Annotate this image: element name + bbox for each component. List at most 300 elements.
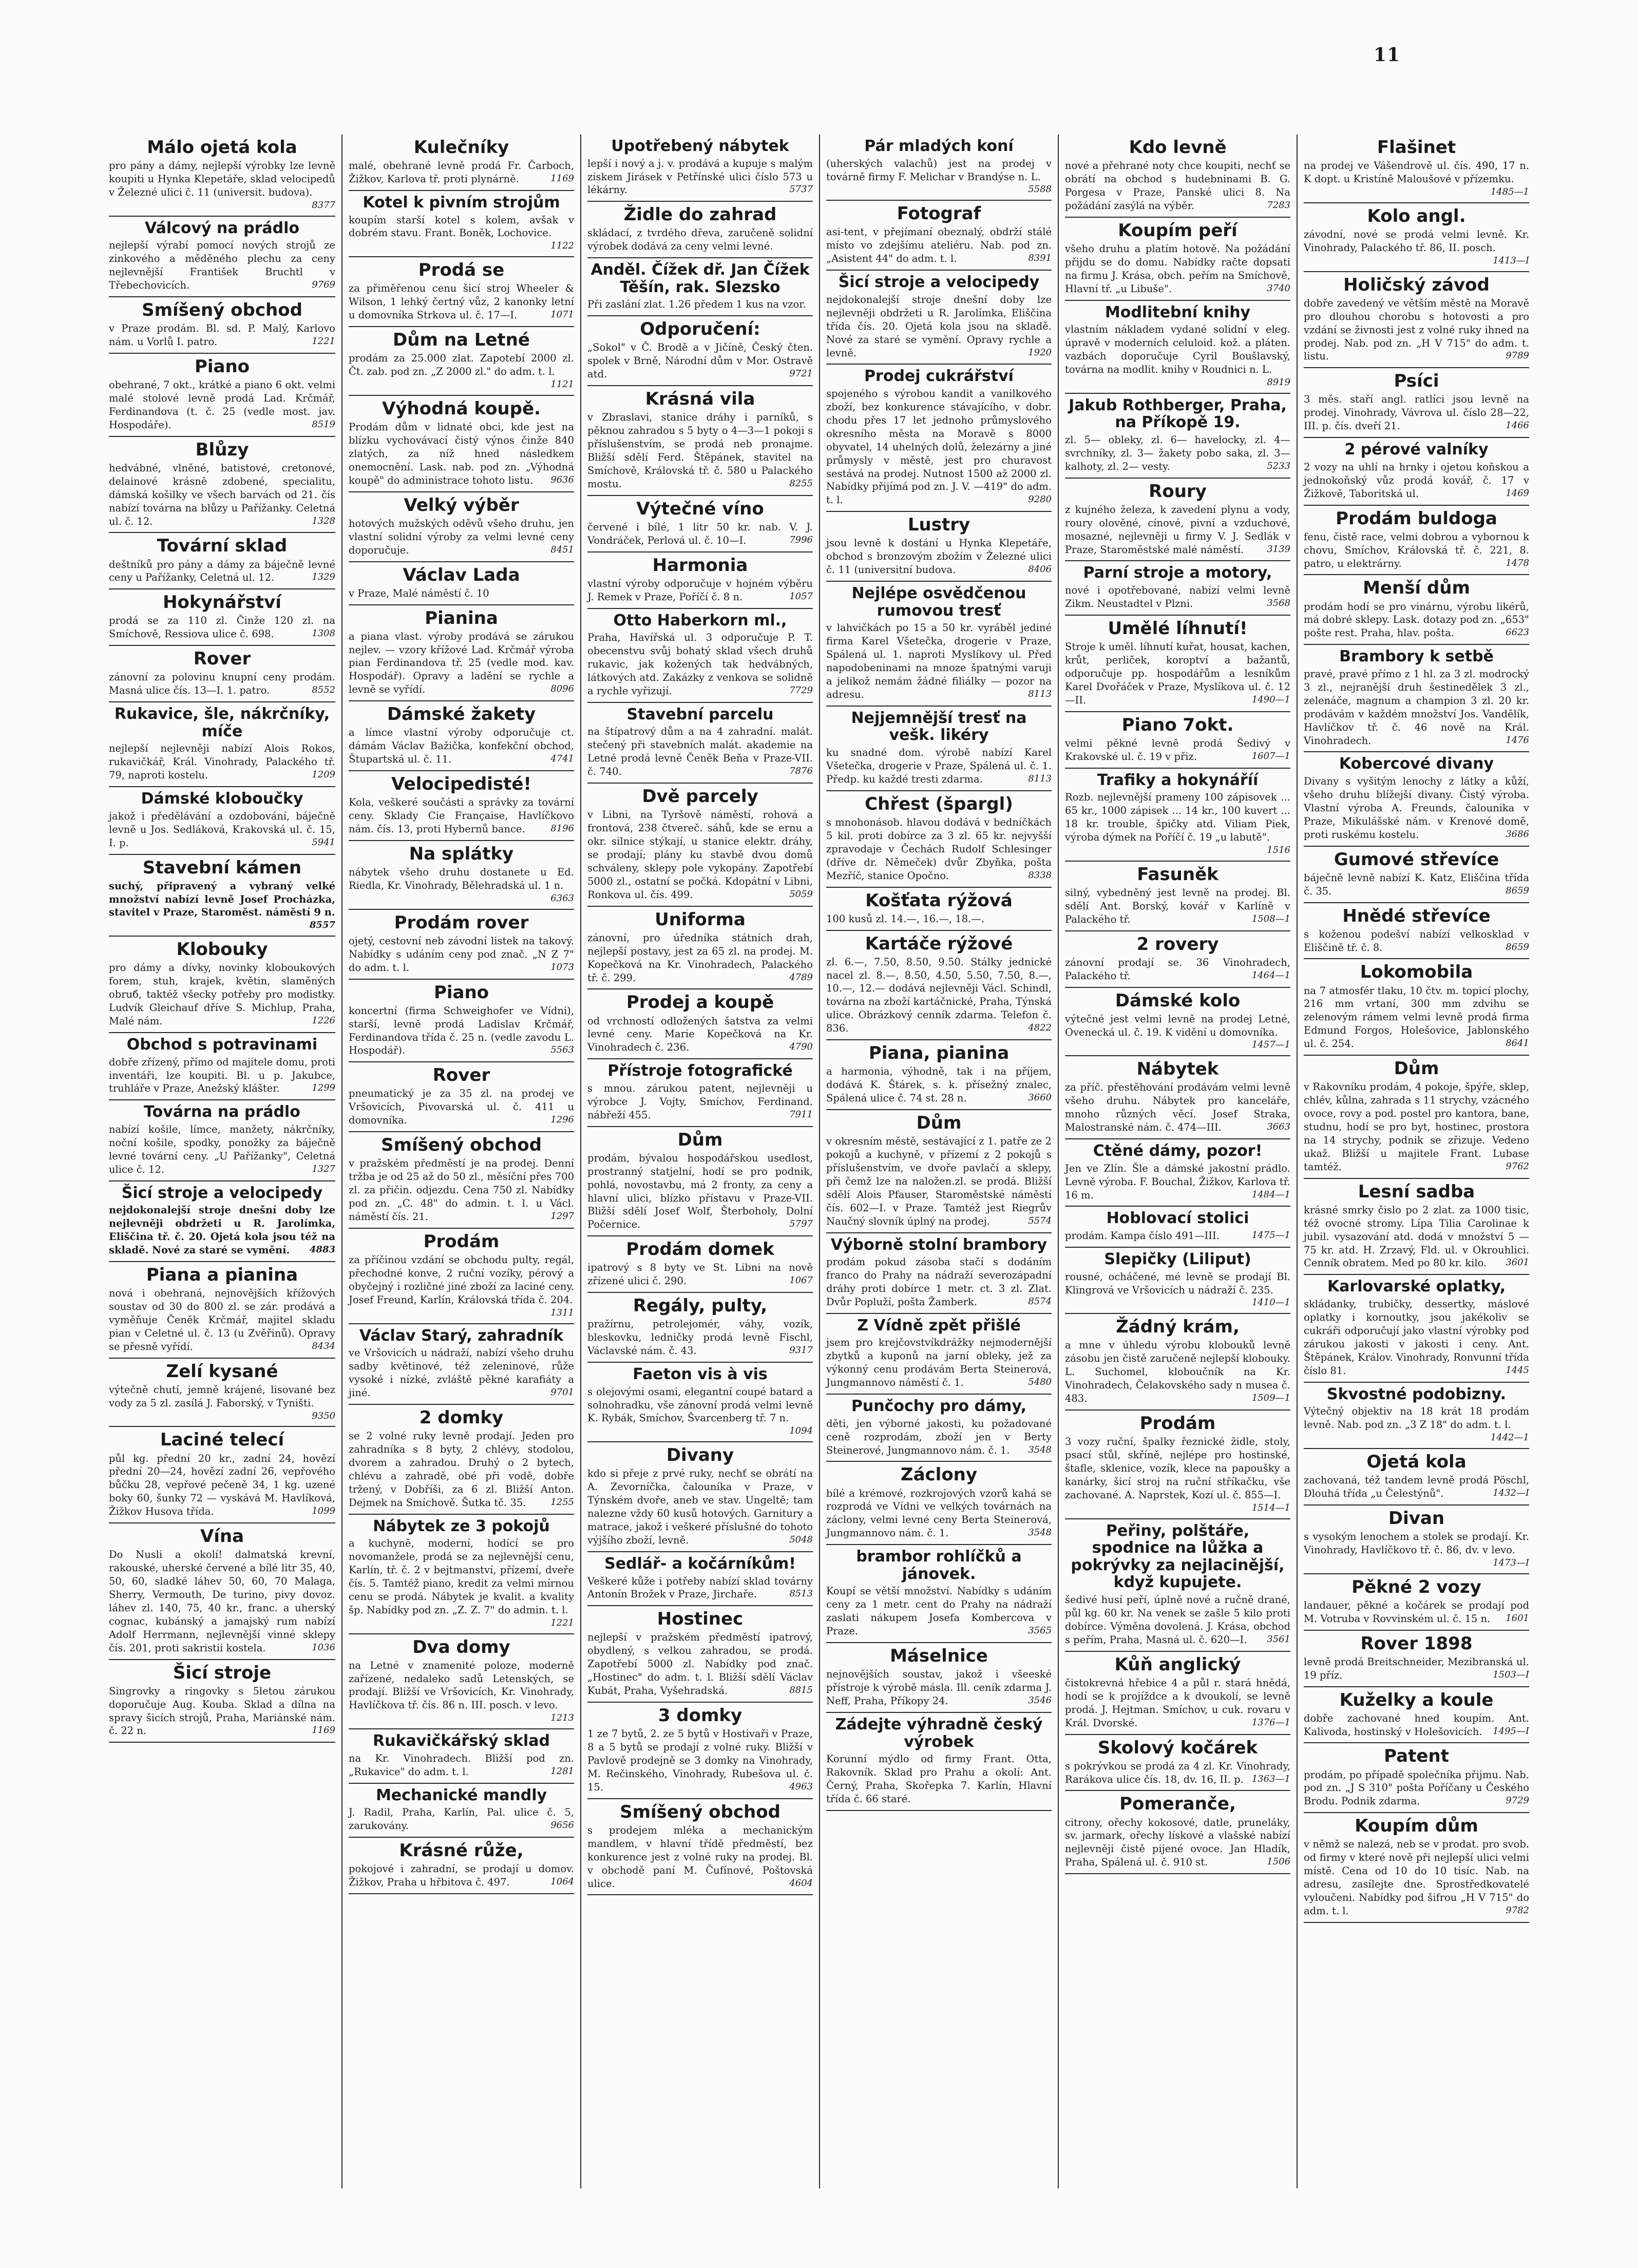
ad-code: 1308 <box>312 628 335 639</box>
ad-body <box>1304 530 1529 570</box>
ad-code: 5737 <box>789 184 813 195</box>
ad-code: 5941 <box>312 836 335 848</box>
ad-text: pro pány a dámy, nejlepší výrobky lze levně koupiti u Hynka Klepetáře, sklad velocipedů v Železné ulici č. 11 (universit. budova). <box>109 160 335 198</box>
ad-code: 3565 <box>1028 1625 1052 1636</box>
ad-title: brambor rohlíčků a jánovek. <box>856 1548 1022 1583</box>
ad-text: dobře zachované hned koupím. Ant. Kalivoda, hostinský v Holešovicích. <box>1304 1712 1529 1738</box>
ad-code: 8391 <box>1028 253 1052 264</box>
ad-text: 3 vozy ruční, špalky řeznické židle, stoly, psací stůl, skříně, nejlépe pro hostinské, štafle, sklenice, vozík, klece na papoušky a kanárky, šicí stroj na ruční stříkačku, vše zachované. A. Naprstek, Kozí ul. č. 855—I. <box>1065 1436 1290 1501</box>
ad-code: 1099 <box>312 1505 335 1517</box>
classified-ad <box>1304 1179 1529 1275</box>
ad-body <box>349 1537 574 1629</box>
column-1 <box>103 135 341 2188</box>
ad-body <box>587 298 813 311</box>
ad-title: Sedlář- a kočárníkům! <box>604 1554 796 1573</box>
ad-text: šedivé husí peří, úplně nové a ručně drané, půl kg. 60 kr. Na venek se zašle 5 kilo proti dobírce. Výměna dovolená. J. Krása, obchod s peřím, Praha, Masná ul. č. 620—I. <box>1065 1594 1290 1646</box>
classified-ad <box>1065 479 1290 562</box>
ad-text: a piana vlast. výroby prodává se zárukou nejlev. — vzory křížové Lad. Krčmář výroba pian Ferdinandova tř. 25 (vedle mod. kav. Hospodář). Opravy a ladění se rychle a levně se vyřídí. <box>349 630 574 696</box>
classified-ad <box>1304 1687 1529 1744</box>
classified-ad <box>109 646 335 702</box>
ad-code: 1495—I <box>1493 1725 1529 1737</box>
ad-code: 1432—I <box>1493 1487 1529 1498</box>
ad-code: 3546 <box>1028 1694 1052 1706</box>
ad-code: 9656 <box>550 1820 574 1831</box>
ad-title: Rover <box>193 649 251 670</box>
classified-ad <box>1065 988 1290 1057</box>
ad-text: nejlepší výrabí pomocí nových strojů ze zinkového a měděného plechu za ceny nejlevnější František Bruchtl v Třebechovicích. <box>109 239 335 292</box>
ad-title: Továrna na prádlo <box>144 1103 300 1121</box>
ad-title: Z Vídně zpět přišlé <box>857 1316 1021 1335</box>
ad-title: Harmonia <box>652 555 748 576</box>
ad-title: Krásné růže, <box>399 1840 524 1861</box>
ad-body <box>1304 1655 1529 1682</box>
ad-text: pravé, pravé přímo z 1 hl. za 3 zl. modrocký 3 zl., nejranější druh šestinedělek 3 zl., zelenáče, magnum a champion 3 zl. 20 kr. prodávám v každém množství Jos. Vandělík, Havlíčkov tř. č. 46 nově na Král. Vinohradech. <box>1304 668 1529 747</box>
ad-title: 3 domky <box>658 1705 743 1726</box>
ad-title: Patent <box>1384 1746 1449 1767</box>
ad-text: v Praze, Malé náměstí č. 10 <box>349 587 489 599</box>
ad-title: Flašinet <box>1377 137 1456 158</box>
classified-ad <box>1065 1791 1290 1874</box>
ad-body <box>826 537 1052 577</box>
ad-code: 9762 <box>1506 1160 1529 1172</box>
ad-body <box>587 577 813 604</box>
ad-text: nejnovějších soustav, jakož i všeeské přístroje k výrobě másla. Ill. ceník zdarma J. Neff, Praha, Příkopy 24. <box>826 1668 1052 1707</box>
ad-body <box>109 810 335 850</box>
ad-title: Piano 7okt. <box>1121 714 1234 735</box>
ad-title: Prodá se <box>418 260 505 281</box>
ad-title: Skvostné podobizny. <box>1326 1385 1506 1403</box>
ad-code: 1094 <box>789 1425 813 1437</box>
ad-code: 5048 <box>789 1534 813 1546</box>
ad-text: na štípatrový dům a na 4 zahradní. malát. stečený při stavebních malát. akademie na Letné prodá levně Čeněk Beňa v Praze-VII. č. 740. <box>587 726 813 778</box>
ad-text: Korunní mýdlo od firmy Frant. Otta, Rakovník. Sklad pro Prahu a okolí: Ant. Černý, Praha, Skořepka 7. Karlín, Hlavní třída č. 66 staré. <box>826 1753 1052 1805</box>
ad-text: krásné smrky čislo po 2 zlat. za 1000 tisic, též ovocné stromy. Lípa Tilia Carolinae k jubil. vysazování atd. dodá v množství 5 — 75 kr. atd. H. Zrzavý, Fld. ul. v Okrouhlici. Cenník obratem. Med po 80 kr. kilo. <box>1304 1204 1529 1269</box>
ad-title: Lustry <box>907 514 970 536</box>
classified-ad <box>587 1127 813 1237</box>
ad-body <box>349 1157 574 1224</box>
ad-code: 1484—1 <box>1251 1189 1290 1200</box>
ad-title: Vína <box>200 1526 244 1547</box>
ad-text: zl. 6.—, 7.50, 8.50, 9.50. Stálky jednické nacel zl. 8.—, 8.50, 4.50, 5.50, 7.50, 8.—, 10.—, 12.— dodává nejlevněji Václ. Schindl, továrna na zboží kartáčnické, Praha, Týnská ulice. Obrázkový cenník zdarma. Telefon č. 836. <box>826 956 1052 1035</box>
classified-ad <box>1065 1207 1290 1248</box>
classified-ad <box>1065 301 1290 394</box>
ad-body <box>1065 1435 1290 1514</box>
classified-ad <box>826 791 1052 888</box>
ad-body <box>109 961 335 1028</box>
ad-body <box>1065 1816 1290 1870</box>
ad-code: 1445 <box>1506 1364 1529 1376</box>
ad-title: Dámské kloboučky <box>141 790 303 808</box>
ad-text: skládanky, trubičky, dessertky, máslové oplatky i kornoutky, jsou jakékoliv se cukráři odporučují jako vlastní výrobky pod zárukou jakosti v jakosti i ceny. Ant. Štěpánek, Králov. Vinohrady, Ronvunní třída číslo 81. <box>1304 1298 1529 1377</box>
ad-text: jsem pro krejčovstvíkdrážky nejmodernější zbytků a kuponů na jarní obleky, jež za výkonný cenu prodávám Berta Steinerová, Jungmannovo náměstí č. 1. <box>826 1337 1052 1389</box>
ad-body <box>826 1065 1052 1105</box>
ad-code: 1457—1 <box>1251 1039 1290 1051</box>
classified-ad <box>826 365 1052 512</box>
ad-text: prodám, po případě společníka přijmu. Nab. pod zn. „J S 310" pošta Poříčany u Českého Brodu. Podnik zdarma. <box>1304 1768 1529 1807</box>
ad-title: Hostinec <box>657 1609 744 1630</box>
ad-code: 9636 <box>550 474 574 485</box>
ad-body <box>1065 1339 1290 1405</box>
ad-body <box>1304 1712 1529 1739</box>
ad-body <box>826 1752 1052 1806</box>
ad-text: čistokrevná hřebice 4 a půl r. stará hnědá, hodí se k projíždce a k dvoukolí, se levně prodá. J. Hejtman. Smíchov, u cuk. rovaru v Král. Dvorské. <box>1065 1676 1290 1729</box>
ad-text: jsou levně k dostání u Hynka Klepetáře, obchod s bronzovým zbožím v Železné ulici č. 11 (universitní budova. <box>826 537 1052 576</box>
ad-code: 1329 <box>312 571 335 583</box>
ad-title: Nábytek ze 3 pokojů <box>373 1517 550 1535</box>
ad-body <box>109 1383 335 1422</box>
ad-code: 1073 <box>550 961 574 973</box>
classified-columns <box>103 135 1535 2188</box>
ad-text: skládací, z tvrdého dřeva, zaručeně solidní výrobek dodává za ceny velmi levné. <box>587 227 813 253</box>
ad-body <box>349 159 574 186</box>
ad-title: Punčochy pro dámy, <box>851 1397 1027 1416</box>
ad-text: od vrchností odložených šatstva za velmi levné ceny. Marie Kopečková na Kr. Vinohradech č. 236. <box>587 1015 813 1054</box>
ad-text: citrony, ořechy kokosové, datle, pruneláky, sv. jarmark, ořechy lískové a vlašské nabízí nejlevněji čistě pijené ovoce. Jan Hladík, Praha, Spálená ul. č. 910 st. <box>1065 1816 1290 1869</box>
classified-ad <box>349 1515 574 1634</box>
ad-code: 1490—1 <box>1251 694 1290 705</box>
ad-body <box>1304 1768 1529 1808</box>
ad-body <box>109 239 335 292</box>
classified-ad <box>587 1236 813 1293</box>
ad-code: 1221 <box>312 336 335 347</box>
ad-code: 8659 <box>1506 941 1529 952</box>
classified-ad <box>109 937 335 1033</box>
ad-body <box>109 1287 335 1354</box>
ad-code: 1476 <box>1506 734 1529 746</box>
ad-title: Skolový kočárek <box>1097 1737 1258 1758</box>
ad-text: Divany s vyšitým lenochy z látky a kůží, všeho druhu blížejší divany. Čistý výroba. Vlastní výroba A. Freunds, čalounika v Praze, Mikulášské nám. v Krenové domě, proti ruskému kostelu. <box>1304 775 1529 841</box>
ad-code: 1920 <box>1028 347 1052 358</box>
ad-code: 7996 <box>789 534 813 545</box>
ad-code: 4604 <box>789 1877 813 1889</box>
classified-ad <box>1065 862 1290 931</box>
ad-body <box>1304 1204 1529 1270</box>
ad-text: z kujného železa, k zavedení plynu a vody, roury olověné, cínové, pivní a vzduchové, mosazné, nejlevněji u firmy V. J. Sedlák v Praze, Staroměstské malé náměstí. <box>1065 503 1290 556</box>
ad-code: 9729 <box>1506 1795 1529 1806</box>
classified-ad <box>109 297 335 354</box>
classified-ad <box>587 1363 813 1442</box>
ad-code: 1221 <box>550 1617 574 1628</box>
ad-code: 1255 <box>550 1496 574 1508</box>
classified-ad <box>1304 1449 1529 1505</box>
ad-body <box>587 931 813 985</box>
ad-body <box>826 1668 1052 1708</box>
classified-ad <box>826 1110 1052 1233</box>
ad-code: 8338 <box>1028 869 1052 881</box>
ad-text: prodám. Kampa číslo 491—III. <box>1065 1230 1220 1242</box>
ad-title: Kuželky a koule <box>1339 1689 1494 1710</box>
ad-code: 4822 <box>1028 1022 1052 1034</box>
ad-text: půl kg. přední 20 kr., zadní 24, hovězí přední 20—24, hovězí zadní 26, vepřového bůčku 28, vepřové pečeně 34, 1 kg. uzené boky 60, šunky 72 — vyskává M. Havlíková, Žižkov Husova třída. <box>109 1452 335 1518</box>
ad-code: 3548 <box>1028 1527 1052 1538</box>
ad-text: na Letné v znamenité poloze, moderně zařízené, nedaleko sadů Letenských, se prodají. Bližší ve Vršovicích, Kr. Vinohrady, Havlíčkova tř. čís. 86 n. III. posch. v levo. <box>349 1659 574 1711</box>
ad-text: prodá se za 110 zl. Činže 120 zl. na Smíchově, Ressiova ulice č. 698. <box>109 615 335 640</box>
ad-body <box>1304 297 1529 364</box>
ad-body <box>1304 393 1529 433</box>
ad-body <box>826 293 1052 360</box>
classified-ad <box>1304 1505 1529 1574</box>
ad-title: Rukavičkářský sklad <box>373 1732 550 1750</box>
classified-ad <box>587 1442 813 1552</box>
classified-ad <box>826 1233 1052 1314</box>
classified-ad <box>1065 1314 1290 1411</box>
ad-body <box>349 1346 574 1400</box>
classified-ad <box>109 437 335 533</box>
ad-code: 9350 <box>312 1410 335 1421</box>
ad-body <box>826 157 1052 196</box>
ad-code: 3601 <box>1506 1257 1529 1268</box>
ad-title: Kdo levně <box>1129 137 1227 158</box>
ad-title: Brambory k setbě <box>1339 647 1494 666</box>
ad-text: Veškeré kůže i potřeby nabízí sklad továrny Antonín Brožek v Praze, Jirchaře. <box>587 1575 813 1600</box>
ad-body <box>826 387 1052 507</box>
ad-title: Prodej cukrářství <box>864 367 1014 386</box>
ad-text: obehrané, 7 okt., krátké a piano 6 okt. velmi malé stolové levně prodá Lad. Krčmář, Ferdinandova (t. č. 25 (vedle most. jav. Hospodáře). <box>109 379 335 431</box>
ad-text: ve Vršovicích u nádraží, nabízí všeho druhu sadby květinové, též zeleninové, růže vysoké i nízké, zvláště pěkné karafiáty a jiné. <box>349 1347 574 1399</box>
ad-code: 1473—I <box>1493 1557 1529 1568</box>
ad-body <box>1065 1760 1290 1786</box>
ad-body <box>826 912 1052 926</box>
ad-code: 3568 <box>1267 597 1290 608</box>
ad-text: zánovní za polovinu knupní ceny prodám. Masná ulice čís. 13—I. 1. patro. <box>109 671 335 697</box>
ad-body <box>1304 1599 1529 1626</box>
ad-title: Válcový na prádlo <box>145 219 299 237</box>
ad-text: prodám pokud zásoba stačí s dodáním franco do Prahy na nádraží severozápadní dráhy proti dobírce 1 metr. ct. 3 zl. Zlat. Dvůr Popluží, pošta Žamberk. <box>826 1256 1052 1308</box>
ad-code: 3740 <box>1267 282 1290 294</box>
ad-text: s mnou. zárukou patent, nejlevněji u výrobce J. Vojty, Smíchov, Ferdinand. nábřeží 455. <box>587 1082 813 1121</box>
ad-text: malé, obehrané levně prodá Fr. Čarboch, Žižkov, Karlova tř. proti plynárně. <box>349 160 574 185</box>
ad-text: deštníků pro pány a dámy za báječně levné ceny u Pařížanky, Celetná ul. 12. <box>109 558 335 584</box>
ad-title: Mechanické mandly <box>375 1786 547 1804</box>
ad-text: s olejovými osami, elegantní coupé batard a solnohradku, vše zánovní prodá velmi levně K. Rybák, Smíchov, Švarcenberg tř. 7 n. <box>587 1385 813 1424</box>
classified-ad <box>1304 1743 1529 1813</box>
ad-text: spojeného s výrobou kandit a vanilkového zboží, bez konkurence stávajícího, v dobr. chodu přes 17 let jednoho průmyslového okresního města na Moravě s 8000 obyvatel, 14 uhelných dolů, železárny a jiné průmysly v městě, jest pro churavost sestává na prodej. Nutnost 1500 až 2000 zl. Nabídky přijímá pod zn. J. V. —419" do adm. t. l. <box>826 388 1052 506</box>
ad-text: Singrovky a ringovky s 5letou zárukou doporučuje Aug. Kouba. Sklad a dílna na spravy šicích strojů, Praha, Mariánské nám. č. 22 n. <box>109 1685 335 1737</box>
classified-ad <box>109 1427 335 1523</box>
ad-title: Prodám <box>423 1231 500 1252</box>
classified-ad <box>349 396 574 492</box>
ad-body <box>826 1585 1052 1638</box>
classified-ad <box>109 533 335 589</box>
ad-code: 1327 <box>312 1163 335 1174</box>
ad-text: prodám, bývalou hospodářskou usedlost, prostranný statjelní, hodí se pro podnik, pohlá, novostavbu, má 2 fronty, za ceny a hlavní ulici, blízko přístavu v Praze-VII. Bližší sdělí Josef Wolf, Šterboholy, Dolní Počernice. <box>587 1152 813 1231</box>
ad-title: Nábytek <box>1136 1059 1219 1080</box>
ad-text: v lahvičkách po 15 a 50 kr. vyráběl jediné firma Karel Všetečka, drogerie v Praze, Spálená ul. 1. naproti Myslíkovy ul. Před napodobeninami na mnoze špatnými varuji a jelikož nemám žádné filiálky — pozor na adresu. <box>826 622 1052 700</box>
ad-code: 1064 <box>550 1876 574 1888</box>
ad-body <box>1304 159 1529 198</box>
ad-title: Prodám <box>1139 1413 1216 1434</box>
ad-code: 7876 <box>789 766 813 777</box>
classified-ad <box>587 386 813 496</box>
ad-title: Pomeranče, <box>1119 1794 1236 1815</box>
classified-ad <box>826 931 1052 1041</box>
ad-title: Kobercové divany <box>1339 755 1494 773</box>
classified-ad <box>1304 903 1529 960</box>
ad-text: kdo si přeje z prvé ruky, nechť se obrátí na A. Zevorníčka, čalouníka v Praze, v Týnském dvoře, aneb ve stav. Ungeltě; tam nalezne vždy 60 kusů hotových. Garnitury a matrace, jakož i veškeré příslušné do tohoto výjšího zboží, levně. <box>587 1467 813 1547</box>
classified-ad <box>826 201 1052 271</box>
ad-title: Krásná vila <box>645 389 755 410</box>
ad-text: 100 kusů zl. 14.—, 16.—, 18.—. <box>826 912 984 925</box>
ad-body <box>109 462 335 528</box>
ad-body <box>587 631 813 698</box>
classified-ad <box>349 1729 574 1783</box>
ad-body <box>587 1631 813 1698</box>
ad-title: Václav Lada <box>403 564 520 585</box>
ad-text: pneumatický je za 35 zl. na prodej ve Vršovicích, Pivovarská ul. č. 411 u domovníka. <box>349 1088 574 1127</box>
ad-title: Piano <box>433 982 489 1003</box>
ad-text: výtečně chutí, jemně krájené, lisované bez vody za 5 zl. zasílá J. Faborský, v Tyništi. <box>109 1383 335 1409</box>
classified-ad <box>826 512 1052 582</box>
classified-ad <box>1065 1735 1290 1791</box>
ad-body <box>349 1004 574 1058</box>
ad-text: v Praze prodám. Bl. sd. P. Malý, Karlovo nám. u Vorlů I. patro. <box>109 322 335 348</box>
ad-body <box>587 341 813 381</box>
classified-ad <box>587 1059 813 1127</box>
ad-title: Piana a pianina <box>146 1264 298 1285</box>
ad-body <box>587 1824 813 1891</box>
ad-title: Šicí stroje a velocipedy <box>121 1184 323 1202</box>
ad-body <box>826 1417 1052 1457</box>
ad-text: zl. 5— obleky, zl. 6— havelocky, zl. 4— svrchníky, zl. 3— žakety pobo saka, zl. 3— kalhoty, zl. 2— vesty. <box>1065 433 1290 472</box>
ad-text: „Sokol" v Č. Brodě a v Jičíně, Český čten. spolek v Brně, Národní dům v Mor. Ostravě atd. <box>587 341 813 380</box>
ad-code: 7729 <box>789 684 813 696</box>
ad-body <box>1065 242 1290 296</box>
ad-code: 8377 <box>312 199 335 211</box>
classified-ad <box>826 1545 1052 1643</box>
ad-title: Málo ojetá kola <box>147 137 297 158</box>
ad-code: 1413—I <box>1493 255 1529 266</box>
ad-code: 1363—1 <box>1251 1773 1290 1784</box>
ad-body <box>349 1659 574 1725</box>
ad-code: 8519 <box>312 418 335 430</box>
ad-code: 1057 <box>789 590 813 602</box>
ad-code: 1509—1 <box>1251 1393 1290 1404</box>
ad-code: 8096 <box>550 683 574 695</box>
ad-code: 3139 <box>1267 543 1290 555</box>
column-3 <box>580 135 819 2188</box>
ad-text: silný, vybedněný jest levně na prodej. Bl. sdělí Ant. Borský, kovář v Karlíně v Palackého tř. <box>1065 886 1290 925</box>
ad-body <box>1304 775 1529 842</box>
ad-title: Obchod s potravinami <box>126 1035 318 1054</box>
ad-code: 8574 <box>1028 1295 1052 1307</box>
ad-body <box>349 1806 574 1833</box>
classified-ad <box>349 1229 574 1324</box>
ad-body <box>349 282 574 322</box>
ad-code: 5563 <box>550 1044 574 1056</box>
ad-code: 4963 <box>789 1781 813 1792</box>
ad-body <box>1065 1013 1290 1052</box>
ad-text: pokojové i zahradní, se prodají u domov. Žižkov, Praha u hřbitova č. 497. <box>349 1863 574 1889</box>
ad-text: levně prodá Breitschneider, Mezibranská ul. 19 příz. <box>1304 1655 1529 1681</box>
ad-title: Máselnice <box>890 1646 988 1667</box>
ad-text: ipatrový s 8 byty ve St. Libni na nově zřízené ulici č. 290. <box>587 1262 813 1287</box>
ad-text: a límce vlastní výroby odporučuje ct. dámám Václav Bažička, konfekční obchod, Štupartská ul. č. 11. <box>349 727 574 766</box>
ad-text: rousné, ocháčené, mé levně se prodají Bl. Klingrová ve Vršovicích u nádraží č. 235. <box>1065 1270 1290 1296</box>
ad-text: nejlepší v pražském předměstí ipatrový, obydlený, s velkou zahradou, se prodá. Zapotřebí 5000 zl. Nabídky pod znač. „Hostinec" do adm. t. l. Bližší sdělí Václav Kubát, Praha, Vyšehradská. <box>587 1631 813 1697</box>
ad-body <box>349 214 574 253</box>
ad-text: na 7 atmosfér tlaku, 10 čtv. m. topicí plochy, 216 mm vrtaní, 300 mm zdvihu se zelenovým rámem velmi levně prodá firma Edmund Forgos, Holešovice, Jablonského ul. č. 254. <box>1304 984 1529 1050</box>
ad-code: 7911 <box>789 1109 813 1120</box>
ad-title: Klobouky <box>176 939 268 960</box>
ad-body <box>349 1862 574 1889</box>
ad-title: Laciné telecí <box>160 1430 284 1451</box>
ad-text: Praha, Havířská ul. 3 odporučuje P. T. obecenstvu svůj bohatý sklad všech druhů rukavic, jak kožených tak hedvábných, látkových atd. Zakázky z venkova se solidně a rychle vyřizují. <box>587 632 813 697</box>
classified-ad <box>826 707 1052 791</box>
ad-title: Stavební parcelu <box>626 705 774 723</box>
ad-code: 1469 <box>1506 487 1529 499</box>
ad-text: na Kr. Vinohradech. Bližší pod zn. „Rukavice" do adm. t. l. <box>349 1752 574 1778</box>
ad-title: Jakub Rothberger, Praha, na Příkopě 19. <box>1069 396 1287 432</box>
ad-body <box>1065 1081 1290 1134</box>
ad-text: vlastním nákladem vydané solidní v eleg. úpravě v moderních celuloid. kož. a pláten. vazbách doporučuje Cyril Boušlavský, továrna na modlit. knihy v Roudnici n. L. <box>1065 323 1290 375</box>
ad-text: v Zbraslavi, stanice dráhy i parníků, s pěknou zahradou s 5 byty o 4—3—1 pokoji s příslušenstvím, se prodá neb pronajme. Bližší sdělí Ferd. Štěpánek, stavitel na Smíchově, Královská tř. č. 580 u Palackého mostu. <box>587 411 813 490</box>
classified-ad <box>587 1799 813 1896</box>
ad-body <box>109 1452 335 1519</box>
classified-ad <box>1304 506 1529 576</box>
ad-code: 9701 <box>550 1386 574 1398</box>
classified-ad <box>1304 1813 1529 1923</box>
ad-text: zachovaná, též tandem levně prodá Pöschl, Dlouhá třída „u Čelestýnů". <box>1304 1474 1529 1499</box>
ad-body <box>587 1015 813 1055</box>
ad-text: a harmonia, výhodně, tak i na příjem, dodává K. Štárek, s. k. přísežný znalec, Spálená ulice č. 74 st. 28 n. <box>826 1065 1052 1104</box>
ad-text: dobře zřízený, přímo od majitele domu, proti inventáři, lze koupiti. Bl. u p. Jakubce, truhláře v Praze, Anežský klášter. <box>109 1056 335 1095</box>
ad-code: 8557 <box>309 920 335 931</box>
ad-title: Psíci <box>1394 371 1439 392</box>
ad-code: 1328 <box>312 515 335 526</box>
ad-code: 1213 <box>550 1712 574 1724</box>
ad-text: Prodám dům v lidnaté obci, kde jest na blízku vychovávací čistý výnos činže 840 zlatých, za níž hned následkem onemocnění. Lask. nab. pod zn. „Výhodná koupě" do administrace tohoto listu. <box>349 421 574 486</box>
ad-body <box>826 1135 1052 1228</box>
classified-ad <box>349 257 574 327</box>
ad-title: Divan <box>1388 1508 1445 1529</box>
classified-ad <box>1304 203 1529 272</box>
ad-title: Odporučení: <box>640 319 760 340</box>
ad-title: Divany <box>666 1445 734 1466</box>
classified-ad <box>1065 616 1290 712</box>
ad-text: za přiměřenou cenu šicí stroj Wheeler & Wilson, 1 lehký čertný vůz, 2 kanonky letní u domovníka Strkova ul. č. 17—I. <box>349 282 574 321</box>
column-4 <box>819 135 1058 2188</box>
ad-code: 1503—I <box>1493 1669 1529 1680</box>
ad-title: Smíšený obchod <box>142 300 302 321</box>
ad-body <box>826 621 1052 701</box>
ad-code: 5059 <box>789 888 813 900</box>
ad-body <box>587 157 813 197</box>
classified-ad <box>349 1784 574 1838</box>
ad-body <box>1065 791 1290 856</box>
ad-body <box>587 1082 813 1122</box>
ad-body <box>1304 228 1529 267</box>
ad-code: 1514—1 <box>1251 1502 1290 1513</box>
ad-code: 1169 <box>312 1725 335 1736</box>
classified-ad <box>349 135 574 191</box>
ad-title: Hnědé střevíce <box>1342 905 1491 926</box>
ad-code: 8513 <box>789 1588 813 1599</box>
classified-ad <box>349 980 574 1063</box>
ad-body <box>349 517 574 557</box>
ad-text: velmi pěkné levně prodá Šedivý v Krakovské ul. č. 19 v přiz. <box>1065 737 1290 763</box>
ad-title: Kartáče rýžové <box>865 933 1013 954</box>
ad-body <box>1304 871 1529 898</box>
ad-code: 1281 <box>550 1765 574 1777</box>
classified-ad <box>349 771 574 841</box>
ad-code: 1299 <box>312 1082 335 1094</box>
classified-ad <box>1065 1652 1290 1735</box>
ad-text: a kuchyně, moderní, hodící se pro novomanžele, prodá se za nejlevnější cenu, Karlín, tř. č. 2 v bejtmanství, přízemí, dveře čís. 5. Tamtéž piano, kredit za velmi mírnou cenu se prodá. Nábytek je kvalit. a kvality šp. Nabídky pod zn. „Z. Z. 7" do admin. t. l. <box>349 1537 574 1616</box>
ad-code: 1410—1 <box>1251 1297 1290 1308</box>
classified-ad <box>587 496 813 552</box>
classified-ad <box>109 217 335 297</box>
ad-text: lepší i nový a j. v. prodává a kupuje s malým ziskem Jirásek v Petřínské ulici číslo 573 u lékárny. <box>587 157 813 196</box>
